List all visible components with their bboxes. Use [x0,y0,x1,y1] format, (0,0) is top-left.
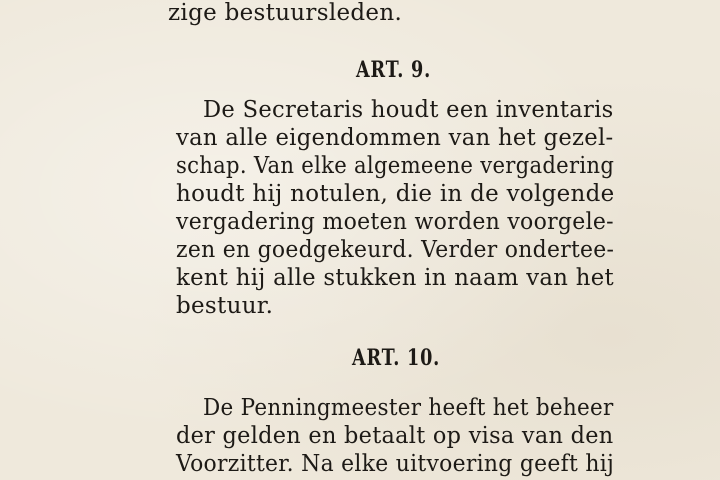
article-9-line-1: De Secretaris houdt een inventaris [203,97,614,123]
article-9-line-6: zen en goedgekeurd. Verder onderteе- [176,237,615,263]
article-10-line-2: der gelden en betaalt op visa van den [176,423,614,449]
article-10-line-1: De Penningmeester heeft het beheer [203,395,614,421]
article-9-line-7: kent hij alle stukken in naam van het [176,265,614,291]
article-10-heading: ART. 10. [352,345,441,371]
article-9-line-8: bestuur. [176,293,274,319]
article-10-line-3: Voorzitter. Na elke uitvoering geeft hij [176,451,615,477]
article-9-line-5: vergadering moeten worden voorgele- [176,209,614,235]
article-9-line-4: houdt hij notulen, die in de volgende [176,181,615,207]
top-fragment-text: zige bestuursleden. [168,0,403,26]
article-9-line-2: van alle eigendommen van het gezel- [176,125,614,151]
article-9-heading: ART. 9. [356,57,432,83]
article-9-line-3: schap. Van elke algemeene vergadering [176,153,615,179]
